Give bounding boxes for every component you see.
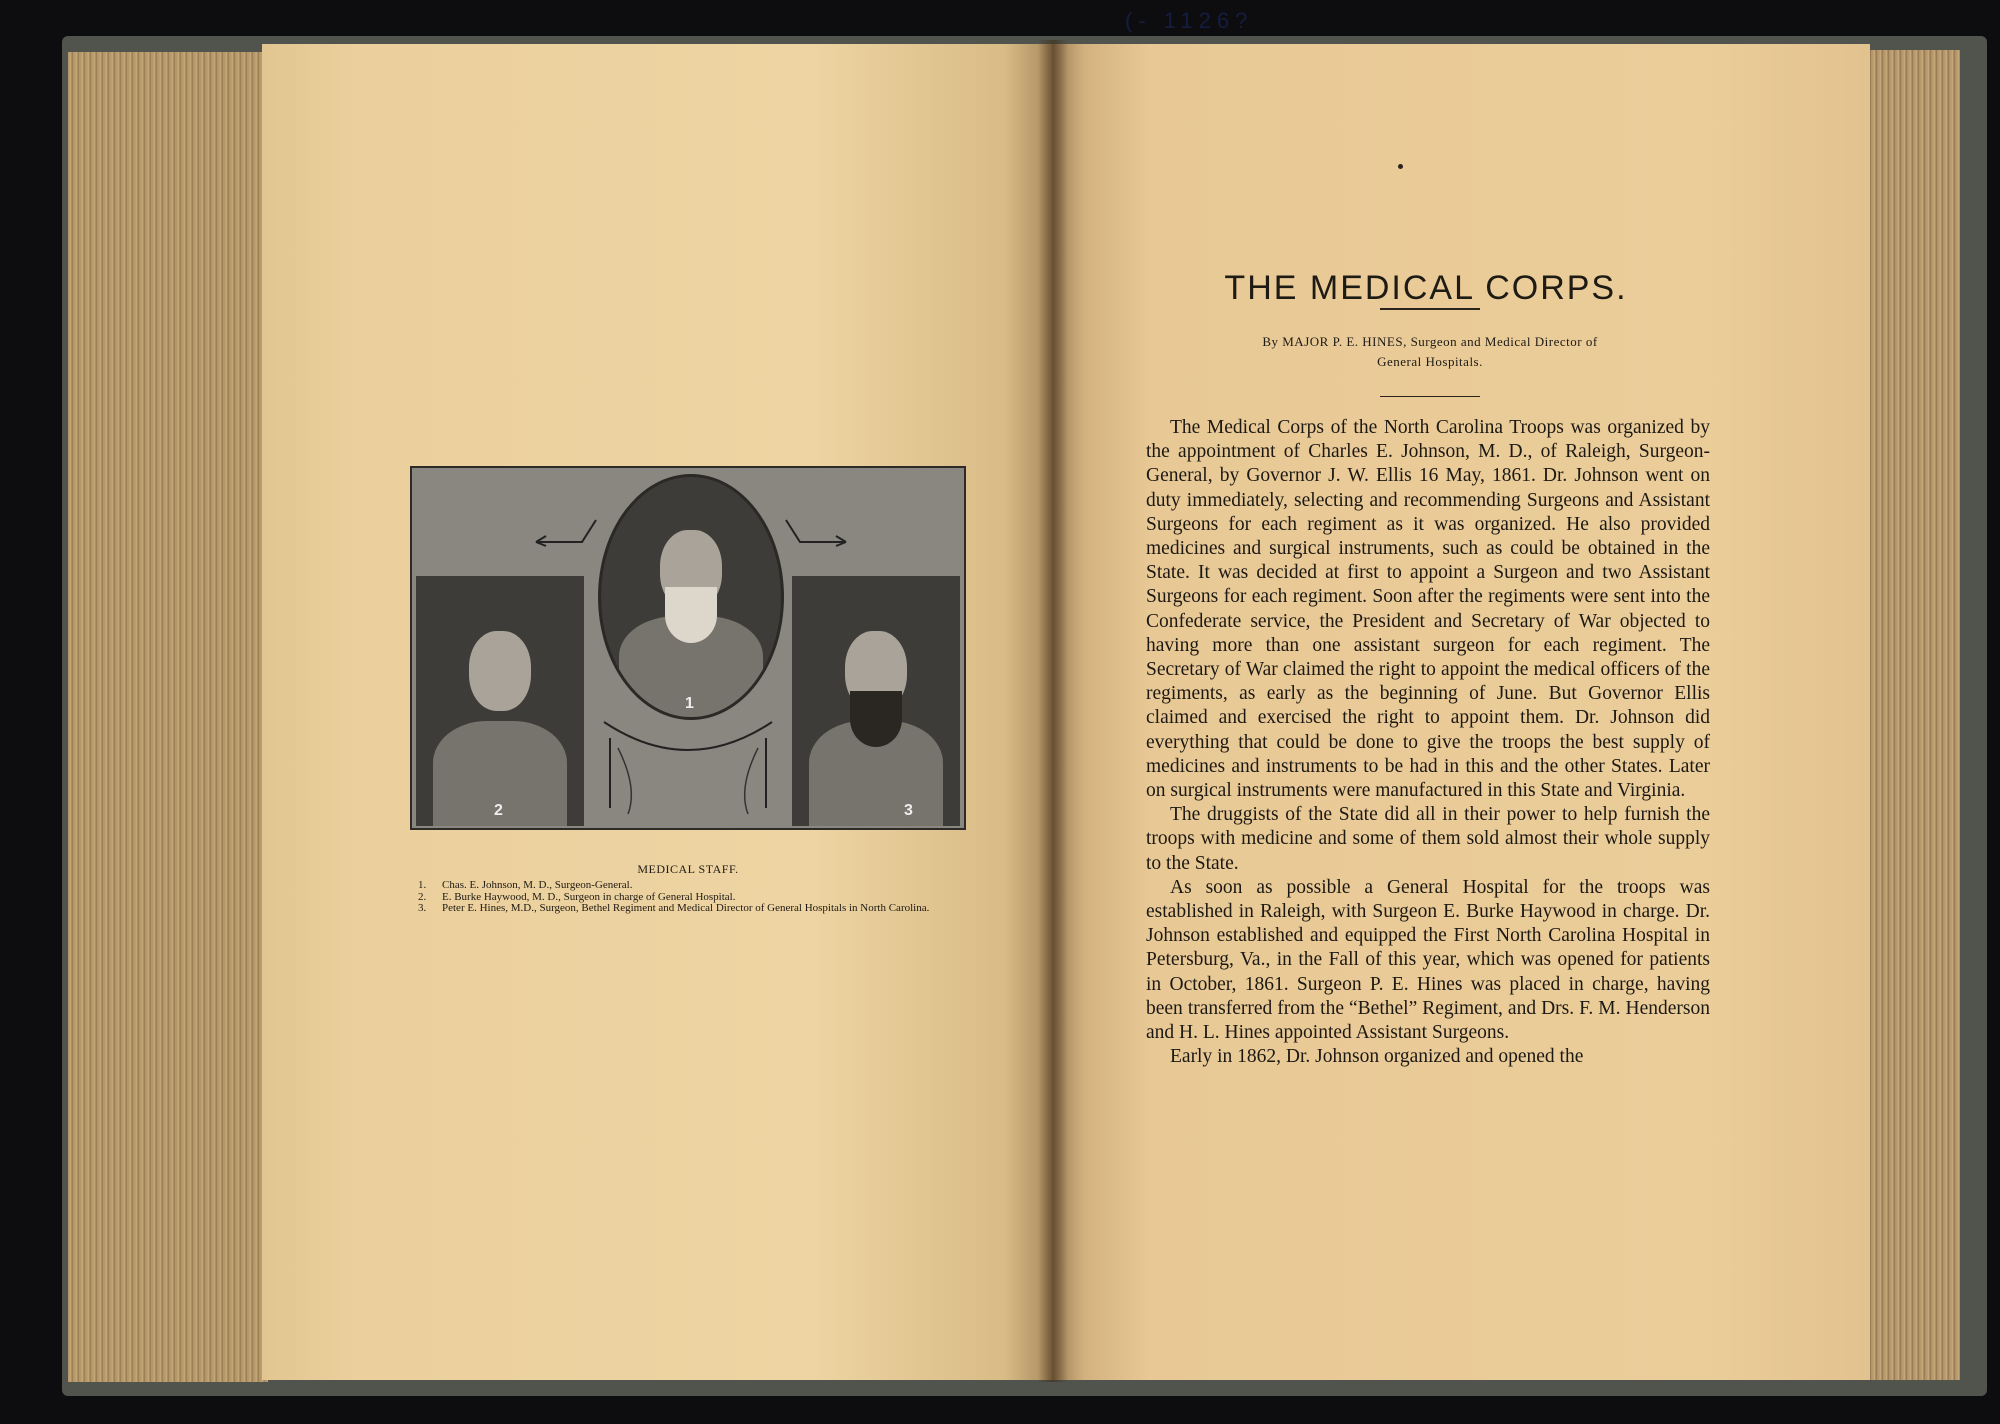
portrait-haywood bbox=[416, 576, 584, 826]
plate-number: 3 bbox=[904, 802, 913, 819]
byline bbox=[1160, 332, 1700, 372]
byline-line-1: By MAJOR P. E. HINES, Surgeon and Medical Director of bbox=[1262, 334, 1598, 349]
byline-rule bbox=[1380, 396, 1480, 397]
paragraph: The Medical Corps of the North Carolina Troops was organized by the appointment of Charles E. Johnson, M. D., of Raleigh, Surgeon-General, by Governor J. W. Ellis 16 May, 1861. Dr. Johnson went on duty immediately, selecting and recommending Surgeons and Assistant Surgeons for each regiment as it was organized. He also provided medicines and surgical instruments, such as could be obtained in the State. It was decided at first to appoint a Surgeon and two Assistant Surgeons for each regiment. Soon after the regiments were sent into the Confederate service, the President and Secretary of War objected to having more than one assistant surgeon for each regiment. The Secretary of War claimed the right to appoint the medical officers of the regiments, as early as the beginning of June. But Governor Ellis claimed and exercised the right to appoint them. Dr. Johnson did everything that could be done to give the troops the best supply of medicines and instruments to be had in this and the other States. Later on surgical instruments were manufactured in this State and Virginia. bbox=[1146, 417, 1710, 802]
book-gutter bbox=[1038, 40, 1068, 1382]
decorative-frame-icon bbox=[598, 718, 778, 822]
plate-number: 1 bbox=[685, 695, 694, 712]
caption-item: 2. E. Burke Haywood, M. D., Surgeon in charge of General Hospital. bbox=[418, 890, 736, 903]
title-rule bbox=[1380, 308, 1480, 310]
page-edges-left bbox=[68, 52, 268, 1382]
ornament-arrow-right-icon bbox=[784, 518, 850, 548]
plate-caption-list bbox=[418, 880, 978, 915]
page-speck bbox=[1398, 164, 1403, 169]
chapter-body bbox=[1146, 416, 1710, 1069]
portrait-hines bbox=[792, 576, 960, 826]
plate-caption-title: MEDICAL STAFF. bbox=[637, 862, 739, 876]
caption-item: 1. Chas. E. Johnson, M. D., Surgeon-General. bbox=[418, 879, 633, 891]
library-stamp: (- 1126? bbox=[1125, 8, 1254, 33]
byline-line-2: General Hospitals. bbox=[1377, 354, 1483, 369]
portrait-johnson bbox=[598, 474, 784, 720]
caption-item: 3. Peter E. Hines, M.D., Surgeon, Bethel Regiment and Medical Director of General Hospitals in North Carolina. bbox=[418, 902, 930, 914]
chapter-title: THE MEDICAL CORPS. bbox=[1224, 268, 1628, 307]
paragraph: The druggists of the State did all in their power to help furnish the troops with medicine and some of them sold almost their whole supply to the State. bbox=[1146, 804, 1710, 874]
paragraph: Early in 1862, Dr. Johnson organized and opened the bbox=[1170, 1046, 1584, 1068]
plate-number: 2 bbox=[494, 802, 503, 819]
ornament-arrow-left-icon bbox=[532, 518, 598, 548]
paragraph: As soon as possible a General Hospital for the troops was established in Raleigh, with Surgeon E. Burke Haywood in charge. Dr. Johnson established and equipped the First North Carolina Hospital in Petersburg, Va., in the Fall of this year, which was opened for patients in October, 1861. Surgeon P. E. Hines was placed in charge, having been transferred from the “Bethel” Regiment, and Drs. F. M. Henderson and H. L. Hines appointed Assistant Surgeons. bbox=[1146, 876, 1710, 1044]
page-edges-right bbox=[1860, 50, 1960, 1380]
medical-staff-photo-plate bbox=[410, 466, 966, 830]
